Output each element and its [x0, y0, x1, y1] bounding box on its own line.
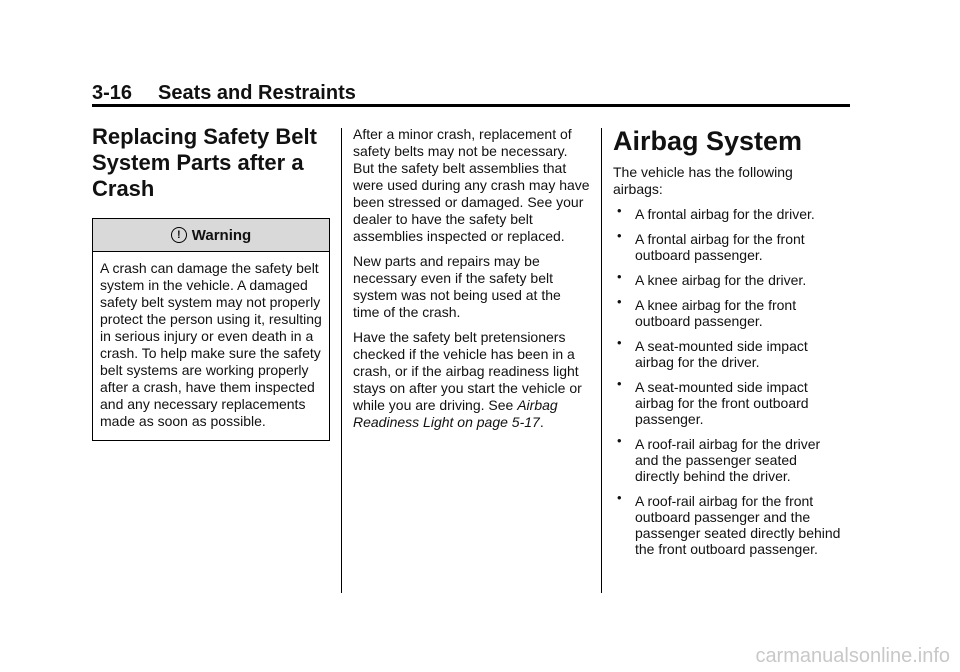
paragraph: After a minor crash, replacement of safety belts may not be necessary. But the safety belt assemblies that were used during any crash may have been stressed or damaged. See your dealer to have the safety belt assemblies inspected or replaced.: [353, 126, 590, 244]
list-item: [613, 490, 843, 557]
list-item-text: A knee airbag for the driver.: [635, 272, 807, 288]
warning-label: Warning: [191, 226, 252, 244]
list-item-text: A roof-rail airbag for the front outboard passenger and the passenger seated directly behind the front outboard passenger.: [635, 493, 841, 557]
bullet-icon: •: [617, 228, 622, 243]
bullet-icon: •: [617, 376, 622, 391]
bullet-icon: •: [617, 203, 622, 218]
list-item: [613, 376, 843, 427]
replacing-heading: Replacing Safety Belt System Parts after a Crash: [92, 124, 317, 201]
page-number: 3-16: [92, 82, 133, 104]
list-item-text: A roof-rail airbag for the driver and the passenger seated directly behind the driver.: [635, 436, 821, 484]
list-item-text: A frontal airbag for the driver.: [635, 206, 815, 222]
column-right: [613, 126, 843, 566]
bullet-icon: •: [617, 335, 622, 350]
exclamation-circle-icon: !: [171, 227, 187, 243]
warning-text: A crash can damage the safety belt system in the vehicle. A damaged safety belt system may not properly protect the person using it, resulting in serious injury or even death in a crash. To help make sure the safety belt systems are working properly after a crash, have them inspected and any necessary replacements made as soon as possible.: [100, 260, 322, 429]
list-item: [613, 203, 843, 222]
bullet-icon: •: [617, 433, 622, 448]
column-middle: [353, 126, 591, 439]
warning-header: [93, 219, 329, 252]
list-item-text: A knee airbag for the front outboard passenger.: [635, 297, 797, 329]
list-item: [613, 269, 843, 288]
column-divider: [341, 128, 342, 593]
airbag-list: [613, 203, 843, 557]
bullet-icon: •: [617, 294, 622, 309]
warning-box: [92, 218, 330, 441]
header-rule: [92, 104, 850, 107]
paragraph-text: Have the safety belt pretensioners checked if the vehicle has been in a crash, or if the airbag readiness light stays on after you start the vehicle or while you are driving. See: [353, 329, 582, 413]
airbag-intro: The vehicle has the following airbags:: [613, 164, 793, 197]
watermark: carmanualsonline.info: [755, 645, 950, 667]
airbag-heading: Airbag System: [613, 126, 803, 156]
column-divider: [601, 128, 602, 593]
list-item-text: A frontal airbag for the front outboard passenger.: [635, 231, 805, 263]
bullet-icon: •: [617, 490, 622, 505]
paragraph-with-reference: [353, 329, 591, 431]
list-item: [613, 294, 843, 329]
list-item: [613, 433, 843, 484]
paragraph-end: .: [539, 414, 544, 430]
paragraph: New parts and repairs may be necessary even if the safety belt system was not being used at the time of the crash.: [353, 253, 561, 320]
bullet-icon: •: [617, 269, 622, 284]
list-item: [613, 228, 843, 263]
chapter-title: Seats and Restraints: [158, 82, 356, 104]
cross-reference-link[interactable]: Airbag Readiness Light on page 5-17: [353, 397, 558, 430]
list-item-text: A seat-mounted side impact airbag for the front outboard passenger.: [635, 379, 809, 427]
page-header: [92, 80, 356, 106]
list-item-text: A seat-mounted side impact airbag for the driver.: [635, 338, 808, 370]
list-item: [613, 335, 843, 370]
column-left: [92, 124, 332, 441]
